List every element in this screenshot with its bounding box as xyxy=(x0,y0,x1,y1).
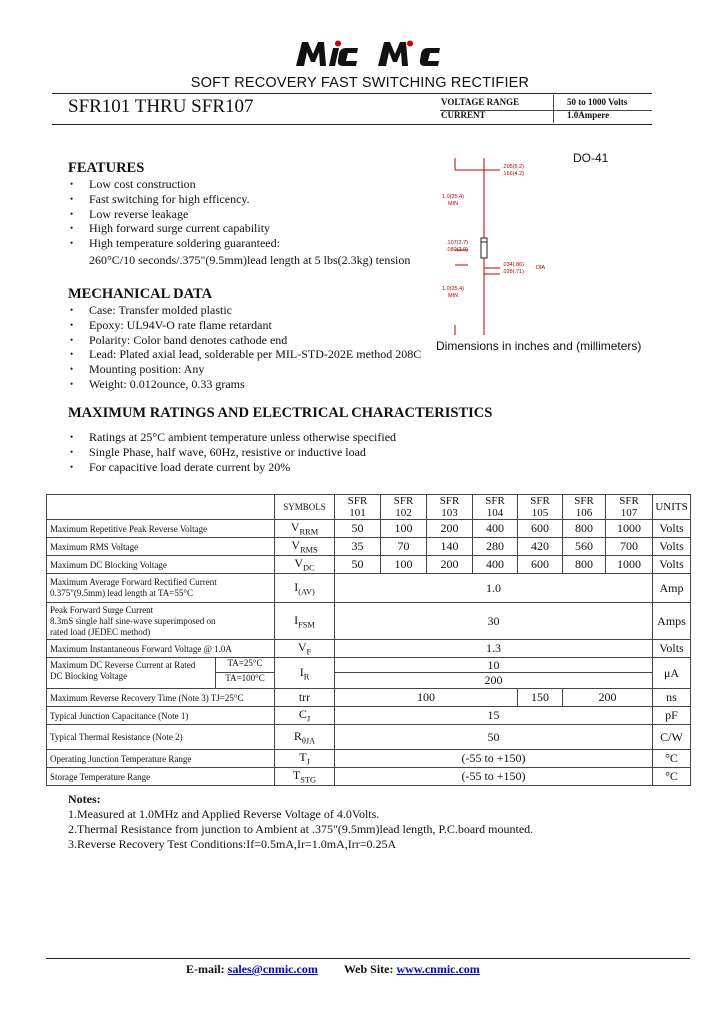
list-item: • Epoxy: UL94V-O rate flame retardant xyxy=(68,318,448,333)
part-header: SFR 102 xyxy=(381,495,427,520)
note-item: 3.Reverse Recovery Test Conditions:If=0.5mA,Ir=1.0mA,Irr=0.25A xyxy=(68,837,397,851)
row-symbol: $I_{(AV)}$ xyxy=(275,574,335,603)
row-symbol: trr xyxy=(275,689,335,707)
dimension-note: Dimensions in inches and (millimeters) xyxy=(436,339,642,353)
cell-value: 600 xyxy=(518,520,563,538)
ratings-heading: MAXIMUM RATINGS AND ELECTRICAL CHARACTERISTICS xyxy=(68,405,493,421)
voltage-range-label: VOLTAGE RANGE xyxy=(441,97,520,107)
list-item: • Single Phase, half wave, 60Hz, resistive or inductive load xyxy=(68,445,568,460)
cell-value: 35 xyxy=(335,538,381,556)
cell-value: 1.0 xyxy=(335,574,653,603)
list-item: • Weight: 0.012ounce, 0.33 grams xyxy=(68,377,448,392)
email-link[interactable]: sales@cnmic.com xyxy=(227,962,318,976)
cell-value: 50 xyxy=(335,725,653,750)
cell-value: 280 xyxy=(473,538,518,556)
table-row xyxy=(47,640,691,658)
list-item: • Low reverse leakage xyxy=(68,207,428,222)
cell-value: 15 xyxy=(335,707,653,725)
table-row xyxy=(47,658,691,689)
header-rule xyxy=(52,93,652,94)
dim-lead-dia: .034(.86) xyxy=(502,262,525,268)
row-symbol: $T_J$ xyxy=(275,750,335,768)
title-rule xyxy=(52,124,652,125)
cell-value: 10 200 xyxy=(335,658,653,689)
row-unit: °C xyxy=(653,750,691,768)
row-symbol: $R_{\theta JA}$ xyxy=(275,725,335,750)
cell-value: 100 xyxy=(335,689,518,707)
cell-value: 200 xyxy=(563,689,653,707)
list-item: • Ratings at 25°C ambient temperature unless otherwise specified xyxy=(68,430,568,445)
notes-heading: Notes: xyxy=(68,792,101,806)
cell-value: 100 xyxy=(381,520,427,538)
row-desc: Storage Temperature Range xyxy=(47,768,275,786)
cell-value: 700 xyxy=(606,538,653,556)
list-item-continuation: 260°C/10 seconds/.375"(9.5mm)lead length at 5 lbs(2.3kg) tension xyxy=(89,252,411,267)
cell-value: 1000 xyxy=(606,520,653,538)
dim-lead-min: MIN xyxy=(448,201,459,207)
row-symbol: $I_R$ xyxy=(275,658,335,689)
part-range-title: SFR101 THRU SFR107 xyxy=(68,96,254,117)
list-item: • Low cost construction xyxy=(68,177,428,192)
cell-value: 200 xyxy=(427,556,473,574)
current-value: 1.0Ampere xyxy=(567,110,610,120)
note-item: 2.Thermal Resistance from junction to Ambient at .375"(9.5mm)lead length, P.C.board mounted. xyxy=(68,822,534,836)
table-row xyxy=(47,707,691,725)
table-row xyxy=(47,603,691,640)
dim-lead-length: 1.0(25.4) xyxy=(442,194,465,200)
cell-value: 50 xyxy=(335,556,381,574)
ratings-table xyxy=(46,494,691,786)
symbols-header: SYMBOLS xyxy=(275,495,335,520)
row-desc: Maximum Instantaneous Forward Voltage @ 1.0A xyxy=(47,640,275,658)
do41-package-drawing xyxy=(438,150,568,335)
row-symbol: $V_{DC}$ xyxy=(275,556,335,574)
spec-separator xyxy=(440,110,652,111)
list-item: • High forward surge current capability xyxy=(68,221,428,236)
list-item: • For capacitive load derate current by 20% xyxy=(68,460,568,475)
product-subtitle: SOFT RECOVERY FAST SWITCHING RECTIFIER xyxy=(190,75,530,91)
dim-body-length-2: .166(4.2) xyxy=(502,171,525,177)
table-row xyxy=(47,574,691,603)
row-symbol: $T_{STG}$ xyxy=(275,768,335,786)
table-row xyxy=(47,538,691,556)
part-header: SFR 106 xyxy=(563,495,606,520)
row-unit: Amps xyxy=(653,603,691,640)
part-header: SFR 103 xyxy=(427,495,473,520)
row-symbol: $V_{RRM}$ xyxy=(275,520,335,538)
row-desc: Operating Junction Temperature Range xyxy=(47,750,275,768)
dim-lead-length-b: 1.0(25.4) xyxy=(442,286,465,292)
table-row xyxy=(47,725,691,750)
units-header: UNITS xyxy=(653,495,691,520)
row-desc: Maximum Average Forward Rectified Current 0.375"(9.5mm) lead length at TA=55°C xyxy=(47,574,275,603)
table-row xyxy=(47,768,691,786)
row-unit: Volts xyxy=(653,640,691,658)
row-desc: Maximum RMS Voltage xyxy=(47,538,275,556)
list-item: • Fast switching for high efficency. xyxy=(68,192,428,207)
part-header: SFR 105 xyxy=(518,495,563,520)
dim-dia-label: DIA xyxy=(536,265,546,271)
row-desc: Maximum DC Reverse Current at Rated DC Blocking Voltage TA=25°C TA=100°C xyxy=(47,658,275,689)
email-label: E-mail: xyxy=(186,962,225,976)
table-row xyxy=(47,750,691,768)
spec-divider xyxy=(553,95,554,123)
footer-rule xyxy=(46,958,690,959)
features-list xyxy=(68,177,428,268)
dim-body-length: .205(5.2) xyxy=(502,164,525,170)
company-logo xyxy=(296,40,442,66)
row-desc: Typical Thermal Resistance (Note 2) xyxy=(47,725,275,750)
contact-line xyxy=(186,962,480,977)
dim-body-dia-2: .080(2.0) xyxy=(446,247,469,253)
cell-value: 420 xyxy=(518,538,563,556)
spec-values xyxy=(567,96,627,122)
current-label: CURRENT xyxy=(441,110,486,120)
cell-value: 50 xyxy=(335,520,381,538)
mechanical-list xyxy=(68,303,448,392)
cell-value: (-55 to +150) xyxy=(335,750,653,768)
table-header-desc xyxy=(47,495,275,520)
list-item: • High temperature soldering guaranteed: xyxy=(68,236,428,251)
cell-value: 560 xyxy=(563,538,606,556)
list-item: • Case: Transfer molded plastic xyxy=(68,303,448,318)
mechanical-heading: MECHANICAL DATA xyxy=(68,286,213,302)
table-row xyxy=(47,556,691,574)
ir-condition-100: TA=100°C xyxy=(225,673,265,683)
part-header: SFR 104 xyxy=(473,495,518,520)
cell-value: 800 xyxy=(563,520,606,538)
cell-value: 1.3 xyxy=(335,640,653,658)
website-label: Web Site: xyxy=(343,962,394,976)
part-header: SFR 107 xyxy=(606,495,653,520)
row-unit: pF xyxy=(653,707,691,725)
row-unit: Volts xyxy=(653,520,691,538)
cell-value: 100 xyxy=(381,556,427,574)
cell-value: 140 xyxy=(427,538,473,556)
note-item: 1.Measured at 1.0MHz and Applied Reverse Voltage of 4.0Volts. xyxy=(68,807,380,821)
cell-value: 200 xyxy=(427,520,473,538)
spec-labels xyxy=(441,96,519,122)
cell-value: 400 xyxy=(473,520,518,538)
cell-value: 30 xyxy=(335,603,653,640)
voltage-range-value: 50 to 1000 Volts xyxy=(567,97,628,107)
ir-condition-25: TA=25°C xyxy=(216,658,274,673)
cell-value: 400 xyxy=(473,556,518,574)
package-name: DO-41 xyxy=(573,151,609,165)
dim-lead-dia-2: .028(.71) xyxy=(502,269,525,275)
cell-value: (-55 to +150) xyxy=(335,768,653,786)
row-desc: Typical Junction Capacitance (Note 1) xyxy=(47,707,275,725)
website-link[interactable]: www.cnmic.com xyxy=(396,962,480,976)
cell-value: 70 xyxy=(381,538,427,556)
cell-value: 150 xyxy=(518,689,563,707)
row-desc: Maximum Reverse Recovery Time (Note 3) TJ=25°C xyxy=(47,689,275,707)
list-item: • Lead: Plated axial lead, solderable per MIL-STD-202E method 208C xyxy=(68,347,448,362)
features-heading: FEATURES xyxy=(68,160,145,176)
row-unit: °C xyxy=(653,768,691,786)
dim-lead-min-b: MIN xyxy=(448,293,459,299)
row-unit: Volts xyxy=(653,556,691,574)
row-symbol: $V_{RMS}$ xyxy=(275,538,335,556)
list-item: • Polarity: Color band denotes cathode end xyxy=(68,333,448,348)
row-unit: Amp xyxy=(653,574,691,603)
table-header-row xyxy=(47,495,691,520)
table-row xyxy=(47,689,691,707)
row-unit: μA xyxy=(653,658,691,689)
row-desc: Maximum Repetitive Peak Reverse Voltage xyxy=(47,520,275,538)
ratings-list xyxy=(68,430,568,474)
cell-value: 800 xyxy=(563,556,606,574)
list-item: • Mounting position: Any xyxy=(68,362,448,377)
cell-value: 1000 xyxy=(606,556,653,574)
cell-value: 600 xyxy=(518,556,563,574)
row-unit: Volts xyxy=(653,538,691,556)
row-symbol: $I_{FSM}$ xyxy=(275,603,335,640)
row-unit: ns xyxy=(653,689,691,707)
row-symbol: $V_F$ xyxy=(275,640,335,658)
row-symbol: $C_J$ xyxy=(275,707,335,725)
row-unit: C/W xyxy=(653,725,691,750)
dim-body-dia: .107(2.7) xyxy=(446,240,469,246)
part-header: SFR 101 xyxy=(335,495,381,520)
notes-section xyxy=(68,792,533,852)
table-row xyxy=(47,520,691,538)
row-desc: Peak Forward Surge Current 8.3mS single half sine-wave superimposed on rated load (JEDEC method) xyxy=(47,603,275,640)
row-desc: Maximum DC Blocking Voltage xyxy=(47,556,275,574)
